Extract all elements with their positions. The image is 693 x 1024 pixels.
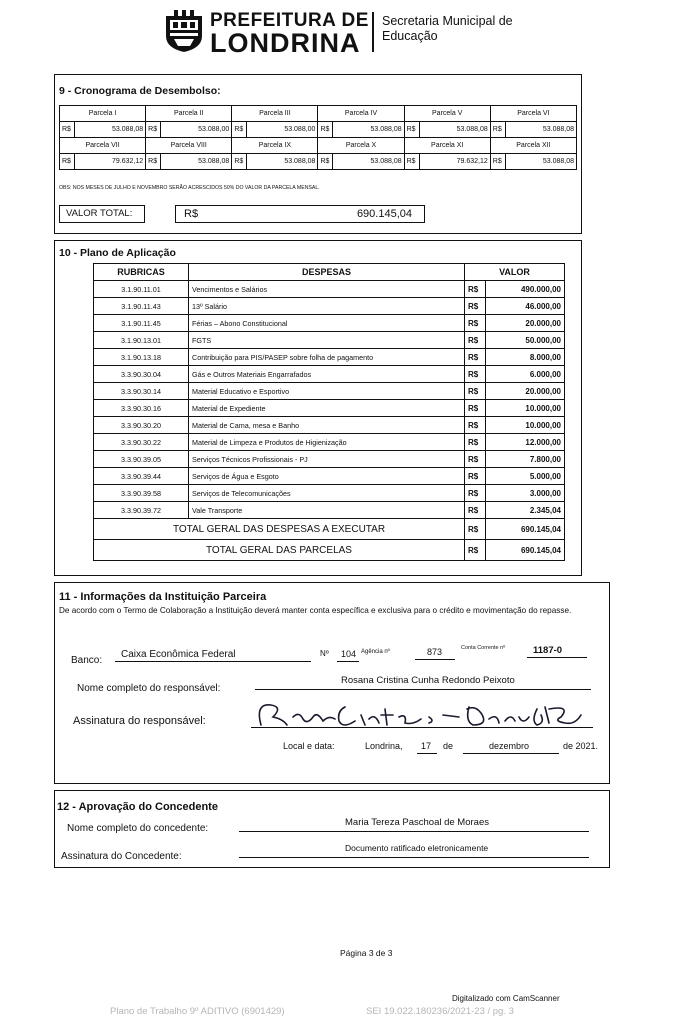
valor-total-box	[175, 205, 425, 223]
total-despesas-row	[94, 519, 565, 540]
table-row	[94, 434, 565, 451]
rubrica-cell: 3.3.90.30.22	[94, 434, 189, 451]
table-row	[94, 383, 565, 400]
day-line	[417, 753, 437, 754]
section-12-title: 12 - Aprovação do Concedente	[57, 801, 218, 813]
date-month: dezembro	[489, 741, 530, 751]
col-valor: VALOR	[465, 264, 565, 281]
valor-total-value: 690.145,04	[356, 208, 412, 220]
parcela-value: 79.632,12	[419, 154, 490, 170]
valor-total-label: VALOR TOTAL:	[59, 205, 145, 223]
responsavel-line	[255, 689, 591, 690]
parcela-value: 79.632,12	[75, 154, 146, 170]
section-9-cronograma	[54, 74, 582, 234]
valor-currency: R$	[465, 315, 486, 332]
header-prefeitura: PREFEITURA DE	[210, 10, 369, 31]
agencia-line	[415, 659, 455, 660]
rubrica-cell: 3.3.90.30.04	[94, 366, 189, 383]
parcela-label: Parcela IV	[318, 106, 404, 122]
table-row	[94, 400, 565, 417]
col-despesas: DESPESAS	[189, 264, 465, 281]
rubrica-cell: 3.1.90.11.43	[94, 298, 189, 315]
valor-cell: 20.000,00	[486, 383, 565, 400]
despesa-cell: Material de Cama, mesa e Banho	[189, 417, 465, 434]
footer-sei-ref: SEI 19.022.180236/2021-23 / pg. 3	[366, 1006, 514, 1017]
footer-doc-ref: Plano de Trabalho 9º ADITIVO (6901429)	[110, 1006, 285, 1017]
total-parcelas-row	[94, 540, 565, 561]
londrina-coat-of-arms-logo	[160, 10, 208, 54]
valor-cell: 12.000,00	[486, 434, 565, 451]
valor-currency: R$	[465, 468, 486, 485]
valor-cell: 46.000,00	[486, 298, 565, 315]
rubrica-cell: 3.3.90.30.16	[94, 400, 189, 417]
parcela-value: 53.088,08	[161, 154, 232, 170]
section-10-plano-aplicacao	[54, 240, 582, 576]
parcelas-table	[59, 105, 577, 170]
valor-currency: R$	[465, 400, 486, 417]
parcela-currency: R$	[404, 122, 419, 138]
valor-currency: R$	[465, 502, 486, 519]
date-day: 17	[421, 741, 432, 751]
plano-aplicacao-table	[93, 263, 565, 561]
page-number: Página 3 de 3	[340, 948, 393, 958]
header-separator	[372, 12, 374, 52]
parcela-currency: R$	[232, 122, 247, 138]
despesa-cell: Contribuição para PIS/PASEP sobre folha de pagamento	[189, 349, 465, 366]
valor-cell: 6.000,00	[486, 366, 565, 383]
concedente-nome-value: Maria Tereza Paschoal de Moraes	[345, 817, 489, 828]
valor-currency: R$	[465, 485, 486, 502]
rubrica-cell: 3.1.90.11.45	[94, 315, 189, 332]
table-row	[94, 315, 565, 332]
despesa-cell: Material de Limpeza e Produtos de Higienização	[189, 434, 465, 451]
numero-label: Nº	[320, 649, 329, 658]
parcela-label: Parcela V	[404, 106, 490, 122]
valor-currency: R$	[465, 451, 486, 468]
section-11-title: 11 - Informações da Instituição Parceira	[59, 591, 267, 603]
parcela-currency: R$	[404, 154, 419, 170]
parcela-label: Parcela XII	[490, 138, 576, 154]
table-row	[94, 366, 565, 383]
valor-currency: R$	[465, 417, 486, 434]
valor-cell: 2.345,04	[486, 502, 565, 519]
concedente-nome-label: Nome completo do concedente:	[67, 823, 209, 834]
parcela-currency: R$	[318, 122, 333, 138]
banco-label: Banco:	[71, 655, 103, 666]
valor-cell: 20.000,00	[486, 315, 565, 332]
section-12-concedente	[54, 790, 610, 868]
parcela-value: 53.088,00	[247, 122, 318, 138]
month-line	[463, 753, 559, 754]
parcela-label: Parcela VIII	[146, 138, 232, 154]
responsavel-value: Rosana Cristina Cunha Redondo Peixoto	[341, 675, 515, 686]
rubrica-cell: 3.3.90.39.05	[94, 451, 189, 468]
rubrica-cell: 3.1.90.13.18	[94, 349, 189, 366]
parcela-currency: R$	[146, 122, 161, 138]
parcela-label: Parcela X	[318, 138, 404, 154]
parcela-currency: R$	[146, 154, 161, 170]
total-parcelas-value: 690.145,04	[486, 540, 565, 561]
parcela-value: 53.088,08	[333, 122, 404, 138]
table-row	[94, 349, 565, 366]
valor-currency: R$	[465, 366, 486, 383]
valor-cell: 7.800,00	[486, 451, 565, 468]
parcela-value: 53.088,08	[419, 122, 490, 138]
responsavel-label: Nome completo do responsável:	[77, 683, 221, 694]
despesa-cell: Vencimentos e Salários	[189, 281, 465, 298]
section-11-instituicao	[54, 582, 610, 784]
section-10-title: 10 - Plano de Aplicação	[59, 247, 176, 259]
conta-line	[527, 657, 587, 658]
banco-line	[115, 661, 311, 662]
valor-cell: 50.000,00	[486, 332, 565, 349]
parcela-label: Parcela VII	[60, 138, 146, 154]
despesa-cell: Gás e Outros Materiais Engarrafados	[189, 366, 465, 383]
valor-cell: 8.000,00	[486, 349, 565, 366]
concedente-assin-label: Assinatura do Concedente:	[61, 851, 182, 862]
rubrica-cell: 3.1.90.13.01	[94, 332, 189, 349]
assinatura-label: Assinatura do responsável:	[73, 715, 206, 727]
valor-currency: R$	[465, 349, 486, 366]
rubrica-cell: 3.3.90.39.44	[94, 468, 189, 485]
parcela-label: Parcela III	[232, 106, 318, 122]
local-data-label: Local e data:	[283, 741, 335, 751]
agencia-label: Agência nº	[361, 649, 390, 655]
concedente-assin-value: Documento ratificado eletronicamente	[345, 843, 489, 853]
despesa-cell: 13º Salário	[189, 298, 465, 315]
parcela-label: Parcela XI	[404, 138, 490, 154]
rubrica-cell: 3.3.90.30.14	[94, 383, 189, 400]
despesa-cell: Serviços de Telecomunicações	[189, 485, 465, 502]
valor-cell: 10.000,00	[486, 400, 565, 417]
valor-currency: R$	[465, 434, 486, 451]
date-de: de	[443, 741, 454, 751]
total-despesas-label: TOTAL GERAL DAS DESPESAS A EXECUTAR	[94, 519, 465, 540]
rubrica-cell: 3.3.90.30.20	[94, 417, 189, 434]
valor-cell: 490.000,00	[486, 281, 565, 298]
table-row	[94, 502, 565, 519]
total-parcelas-currency: R$	[465, 540, 486, 561]
despesa-cell: FGTS	[189, 332, 465, 349]
agencia-value: 873	[427, 647, 443, 657]
valor-currency: R$	[465, 383, 486, 400]
parcela-currency: R$	[232, 154, 247, 170]
despesa-cell: Serviços Técnicos Profissionais - PJ	[189, 451, 465, 468]
section-9-title: 9 - Cronograma de Desembolso:	[59, 85, 221, 97]
parcela-label: Parcela IX	[232, 138, 318, 154]
despesa-cell: Material Educativo e Esportivo	[189, 383, 465, 400]
date-year: de 2021.	[563, 741, 599, 751]
total-despesas-currency: R$	[465, 519, 486, 540]
parcela-value: 53.088,08	[505, 122, 576, 138]
conta-value: 1187-0	[533, 645, 563, 656]
rubrica-cell: 3.3.90.39.58	[94, 485, 189, 502]
header-secretaria: Secretaria Municipal de Educação	[382, 14, 513, 43]
col-rubricas: RUBRICAS	[94, 264, 189, 281]
banco-value: Caixa Econômica Federal	[121, 649, 236, 660]
parcela-value: 53.088,08	[247, 154, 318, 170]
total-despesas-value: 690.145,04	[486, 519, 565, 540]
valor-cell: 3.000,00	[486, 485, 565, 502]
despesa-cell: Serviços de Água e Esgoto	[189, 468, 465, 485]
numero-value: 104	[341, 649, 357, 659]
valor-currency: R$	[465, 332, 486, 349]
local-city: Londrina,	[365, 741, 403, 751]
scanner-watermark: Digitalizado com CamScanner	[452, 994, 560, 1003]
parcela-currency: R$	[60, 122, 75, 138]
concedente-nome-line	[239, 831, 589, 832]
assinatura-line	[251, 727, 593, 728]
parcela-label: Parcela VI	[490, 106, 576, 122]
table-row	[94, 281, 565, 298]
parcela-currency: R$	[60, 154, 75, 170]
valor-currency: R$	[465, 281, 486, 298]
parcela-value: 53.088,08	[333, 154, 404, 170]
parcela-label: Parcela II	[146, 106, 232, 122]
conta-label: Conta Corrente nº	[461, 645, 506, 651]
parcela-label: Parcela I	[60, 106, 146, 122]
parcela-value: 53.088,08	[505, 154, 576, 170]
valor-currency: R$	[465, 298, 486, 315]
concedente-assin-line	[239, 857, 589, 858]
table-row	[94, 417, 565, 434]
valor-cell: 10.000,00	[486, 417, 565, 434]
rubrica-cell: 3.1.90.11.01	[94, 281, 189, 298]
table-row	[94, 468, 565, 485]
despesa-cell: Férias – Abono Constitucional	[189, 315, 465, 332]
total-parcelas-label: TOTAL GERAL DAS PARCELAS	[94, 540, 465, 561]
table-row	[94, 332, 565, 349]
parcela-currency: R$	[318, 154, 333, 170]
table-row	[94, 485, 565, 502]
despesa-cell: Vale Transporte	[189, 502, 465, 519]
table-row	[94, 451, 565, 468]
rubrica-cell: 3.3.90.39.72	[94, 502, 189, 519]
despesa-cell: Material de Expediente	[189, 400, 465, 417]
numero-line	[337, 661, 359, 662]
section-11-intro: De acordo com o Termo de Colaboração a Instituição deverá manter conta específica e exclusiva para o crédito e movimentação do repasse.	[59, 606, 572, 615]
table-row	[94, 298, 565, 315]
parcela-currency: R$	[490, 122, 505, 138]
parcela-currency: R$	[490, 154, 505, 170]
valor-cell: 5.000,00	[486, 468, 565, 485]
valor-total-currency: R$	[184, 208, 199, 220]
header-city: LONDRINA	[210, 28, 361, 58]
parcela-value: 53.088,00	[161, 122, 232, 138]
parcela-value: 53.088,08	[75, 122, 146, 138]
obs-note: OBS: NOS MESES DE JULHO E NOVEMBRO SERÃO ACRESCIDOS 50% DO VALOR DA PARCELA MENSAL.	[59, 185, 320, 191]
